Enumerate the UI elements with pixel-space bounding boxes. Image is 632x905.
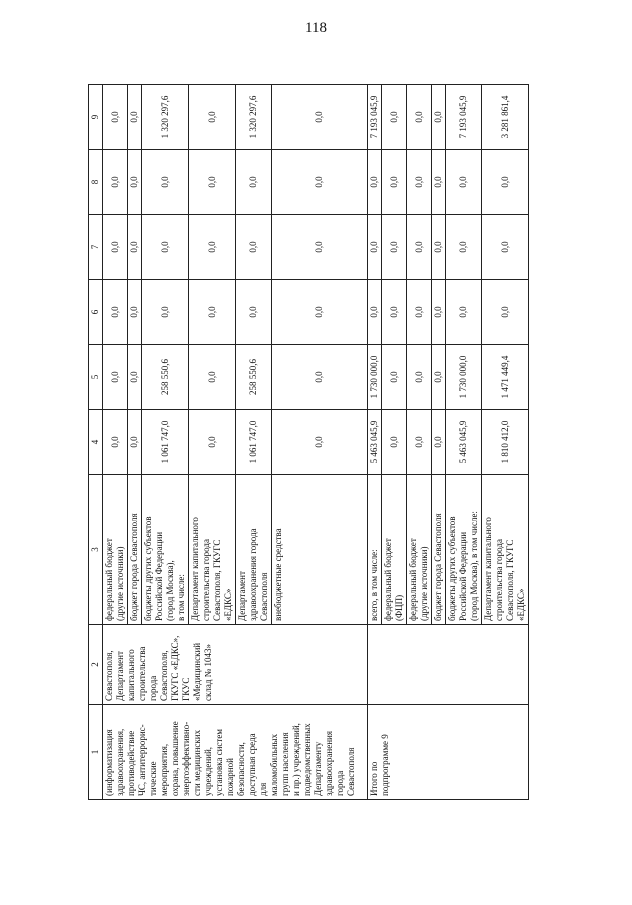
value-cell: 0,0	[272, 280, 368, 345]
value-cell: 1 730 000,0	[446, 345, 482, 410]
value-cell: 1 320 297,6	[236, 85, 272, 150]
value-cell: 1 471 449,4	[482, 345, 529, 410]
value-cell: 0,0	[382, 345, 407, 410]
measure-name-cell: (информатизация здравоохранения, противодействие ЧС, антитеррорис- тические мероприятия, охрана, повышение энергоэффективно- сти медицинских учреждений, установка систем пожарной безопасности, доступная среда для маломобильных групп населения и пр.) учреждений, подведомственных Департаменту здравоохранения города Севастополя	[103, 705, 368, 800]
funding-source-cell: всего, в том числе:	[368, 475, 382, 625]
value-cell: 0,0	[272, 150, 368, 215]
value-cell: 0,0	[432, 280, 446, 345]
value-cell: 0,0	[368, 150, 382, 215]
page-number: 118	[305, 20, 327, 36]
value-cell: 0,0	[236, 215, 272, 280]
executor-cell: Севастополя, Департамент капитального строительства города Севастополя, ГКУГС «ЕДКС», ГКУС «Медицинский склад № 1043»	[103, 625, 368, 705]
value-cell: 0,0	[142, 280, 189, 345]
header-cell: 6	[89, 280, 103, 345]
value-cell: 0,0	[272, 85, 368, 150]
header-cell: 3	[89, 475, 103, 625]
value-cell: 0,0	[407, 85, 432, 150]
value-cell: 0,0	[128, 150, 142, 215]
value-cell: 0,0	[128, 215, 142, 280]
value-cell: 1 320 297,6	[142, 85, 189, 150]
value-cell: 5 463 045,9	[446, 410, 482, 475]
value-cell: 1 061 747,0	[236, 410, 272, 475]
header-cell: 8	[89, 150, 103, 215]
value-cell: 0,0	[382, 85, 407, 150]
value-cell: 0,0	[482, 150, 529, 215]
value-cell: 0,0	[189, 345, 236, 410]
funding-source-cell: федеральный бюджет (ФЦП)	[382, 475, 407, 625]
budget-table	[88, 84, 529, 800]
value-cell: 0,0	[142, 150, 189, 215]
value-cell: 3 281 861,4	[482, 85, 529, 150]
funding-source-cell: бюджет города Севастополя	[128, 475, 142, 625]
value-cell: 0,0	[142, 215, 189, 280]
value-cell: 0,0	[432, 345, 446, 410]
value-cell: 0,0	[103, 150, 128, 215]
value-cell: 0,0	[272, 410, 368, 475]
value-cell: 0,0	[189, 410, 236, 475]
funding-source-cell: бюджеты других субъектов Российской Федерации (город Москва), в том числе:	[142, 475, 189, 625]
value-cell: 0,0	[407, 345, 432, 410]
value-cell: 1 730 000,0	[368, 345, 382, 410]
value-cell: 0,0	[272, 345, 368, 410]
value-cell: 7 193 045,9	[446, 85, 482, 150]
value-cell: 0,0	[432, 410, 446, 475]
value-cell: 258 550,6	[142, 345, 189, 410]
value-cell: 0,0	[128, 85, 142, 150]
value-cell: 0,0	[236, 280, 272, 345]
funding-source-cell: федеральный бюджет (другие источники)	[407, 475, 432, 625]
value-cell: 0,0	[189, 85, 236, 150]
table-row	[368, 85, 382, 800]
value-cell: 0,0	[189, 150, 236, 215]
value-cell: 0,0	[236, 150, 272, 215]
value-cell: 0,0	[382, 280, 407, 345]
value-cell: 0,0	[407, 150, 432, 215]
funding-source-cell: Департамент здравоохранения города Севастополя	[236, 475, 272, 625]
header-cell: 9	[89, 85, 103, 150]
value-cell: 0,0	[128, 410, 142, 475]
value-cell: 0,0	[382, 215, 407, 280]
value-cell: 1 061 747,0	[142, 410, 189, 475]
value-cell: 0,0	[368, 280, 382, 345]
header-cell: 7	[89, 215, 103, 280]
value-cell: 0,0	[368, 215, 382, 280]
funding-source-cell: бюджеты других субъектов Российской Федерации (город Москва), в том числе:	[446, 475, 482, 625]
value-cell: 0,0	[407, 280, 432, 345]
value-cell: 0,0	[432, 215, 446, 280]
value-cell: 0,0	[382, 410, 407, 475]
value-cell: 0,0	[407, 410, 432, 475]
value-cell: 0,0	[446, 280, 482, 345]
value-cell: 0,0	[446, 215, 482, 280]
empty-executor-cell	[368, 625, 529, 705]
header-cell: 4	[89, 410, 103, 475]
value-cell: 0,0	[482, 280, 529, 345]
value-cell: 0,0	[407, 215, 432, 280]
value-cell: 0,0	[189, 215, 236, 280]
rotated-table-container	[88, 85, 623, 800]
funding-source-cell: Департамент капитального строительства города Севастополя, ГКУГС «ЕДКС»	[189, 475, 236, 625]
value-cell: 0,0	[103, 410, 128, 475]
value-cell: 0,0	[482, 215, 529, 280]
value-cell: 0,0	[189, 280, 236, 345]
value-cell: 1 810 412,0	[482, 410, 529, 475]
header-cell: 2	[89, 625, 103, 705]
total-label-cell: Итого по подпрограмме 9	[368, 705, 529, 800]
value-cell: 0,0	[103, 85, 128, 150]
header-cell: 5	[89, 345, 103, 410]
header-cell: 1	[89, 705, 103, 800]
value-cell: 0,0	[103, 345, 128, 410]
funding-source-cell: федеральный бюджет (другие источники)	[103, 475, 128, 625]
value-cell: 0,0	[432, 85, 446, 150]
funding-source-cell: внебюджетные средства	[272, 475, 368, 625]
value-cell: 0,0	[382, 150, 407, 215]
value-cell: 258 550,6	[236, 345, 272, 410]
table-row	[103, 85, 128, 800]
value-cell: 0,0	[446, 150, 482, 215]
value-cell: 0,0	[128, 280, 142, 345]
value-cell: 7 193 045,9	[368, 85, 382, 150]
value-cell: 0,0	[103, 280, 128, 345]
value-cell: 0,0	[128, 345, 142, 410]
value-cell: 0,0	[103, 215, 128, 280]
funding-source-cell: Департамент капитального строительства города Севастополя, ГКУГС «ЕДКС»	[482, 475, 529, 625]
value-cell: 0,0	[432, 150, 446, 215]
header-row	[89, 85, 103, 800]
value-cell: 0,0	[272, 215, 368, 280]
value-cell: 5 463 045,9	[368, 410, 382, 475]
funding-source-cell: бюджет города Севастополя	[432, 475, 446, 625]
